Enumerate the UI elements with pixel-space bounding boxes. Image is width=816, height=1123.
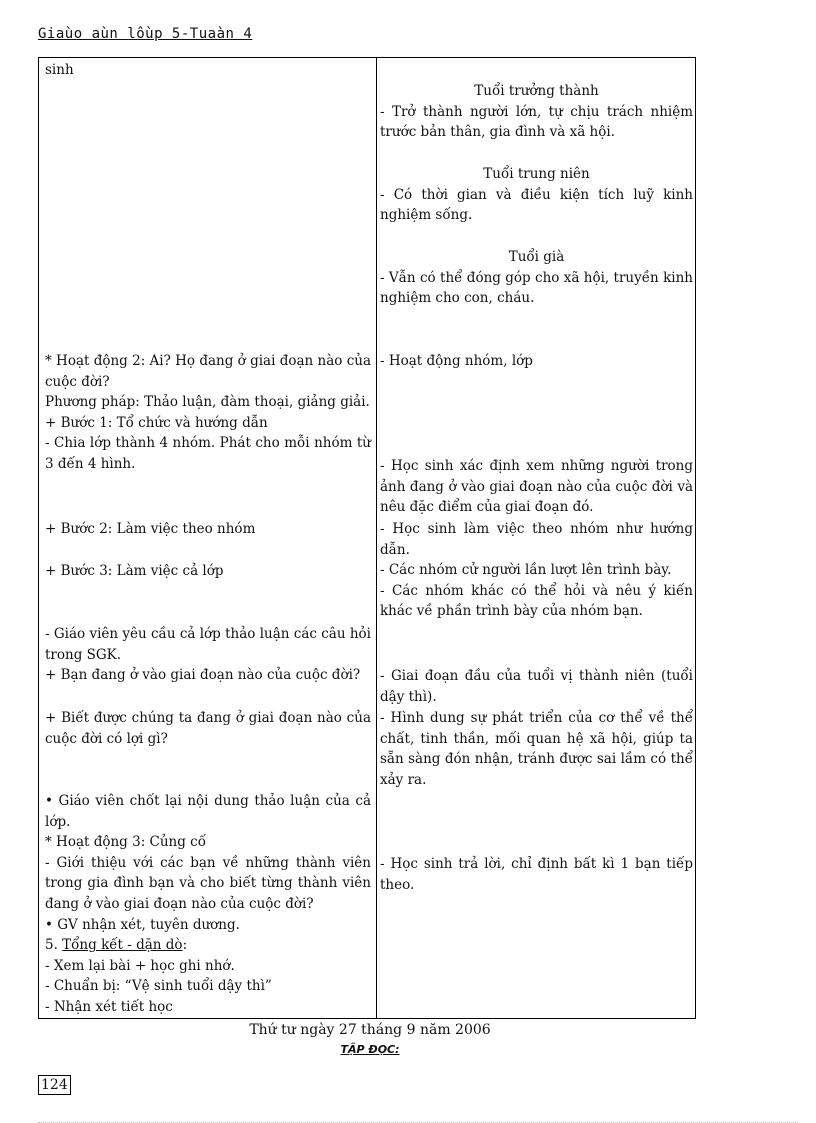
summary-heading (45, 935, 371, 956)
subject-heading: TẬP ĐỌC: (340, 1043, 400, 1056)
discussion-instruction: - Giáo viên yêu cầu cả lớp thảo luận các câu hỏi trong SGK. (45, 626, 371, 663)
activity-2-heading: * Hoạt động 2: Ai? Họ đang ở giai đoạn nào của cuộc đời? (45, 353, 371, 390)
step-1-text: + Bước 1: Tổ chức và hướng dẫn (45, 414, 268, 431)
next-lesson-prep: - Chuẩn bị: “Vệ sinh tuổi dậy thì” (45, 978, 272, 995)
method-text: Phương pháp: Thảo luận, đàm thoại, giảng giải. (45, 394, 370, 411)
activity-3-heading: * Hoạt động 3: Củng cố (45, 834, 207, 851)
question-1: + Bạn đang ở vào giai đoạn nào của cuộc đời? (45, 667, 361, 684)
step-3-text: + Bước 3: Làm việc cả lớp (45, 563, 224, 579)
step-2-text: + Bước 2: Làm việc theo nhóm (45, 521, 256, 537)
family-intro-task: - Giới thiệu với các bạn về những thành viên trong gia đình bạn và cho biết từng thành viên đang ở vào giai đoạn nào của cuộc đời? (45, 854, 371, 912)
student-column (380, 58, 693, 1018)
presentation-text: - Các nhóm cử người lần lượt lên trình bày. (380, 562, 672, 579)
feedback-text: - Các nhóm khác có thể hỏi và nêu ý kiến khác về phần trình bày của nhóm bạn. (380, 582, 693, 620)
homework-review: - Xem lại bài + học ghi nhớ. (45, 957, 235, 974)
stage-old-age-text: - Vẫn có thể đóng góp cho xã hội, truyền kinh nghiệm cho con, cháu. (380, 269, 693, 307)
stage-middle-age-title: Tuổi trung niên (483, 166, 590, 182)
summary-colon: : (182, 937, 188, 954)
question-2: + Biết được chúng ta đang ở giai đoạn nào của cuộc đời có lợi gì? (45, 710, 371, 747)
stage-middle-age-text: - Có thời gian và điều kiện tích luỹ kinh nghiệm sống. (380, 186, 693, 224)
answer-1-text: - Giai đoạn đầu của tuổi vị thành niên (tuổi dậy thì). (380, 668, 693, 705)
group-work-text: - Học sinh làm việc theo nhóm như hướng dẫn. (380, 521, 693, 558)
group-instruction: - Chia lớp thành 4 nhóm. Phát cho mỗi nhóm từ 3 đến 4 hình. (45, 435, 371, 472)
lesson-date: Thứ tư ngày 27 tháng 9 năm 2006 (249, 1022, 491, 1038)
teacher-column (45, 58, 371, 1018)
teacher-conclusion: • Giáo viên chốt lại nội dung thảo luận của cả lớp. (45, 793, 371, 830)
stage-adult-title: Tuổi trưởng thành (474, 83, 599, 99)
stage-adult-text: - Trở thành người lớn, tự chịu trách nhiệm trước bản thân, gia đình và xã hội. (380, 103, 693, 141)
answer-3-text: - Học sinh trả lời, chỉ định bất kì 1 bạn tiếp theo. (380, 856, 693, 893)
lesson-remarks: - Nhận xét tiết học (45, 998, 173, 1015)
stage-old-age-title: Tuổi già (508, 249, 565, 265)
page-header: Giaùo aùn lôùp 5-Tuaàn 4 (38, 26, 253, 42)
identify-stage-text: - Học sinh xác định xem những người trong ảnh đang ở vào giai đoạn nào của cuộc đời và nêu đặc điểm của giai đoạn đó. (380, 458, 693, 516)
answer-2-text: - Hình dung sự phát triển của cơ thể về thể chất, tinh thần, mối quan hệ xã hội, giúp ta sẵn sàng đón nhận, tránh được sai lầm có thể xảy ra. (380, 710, 693, 788)
group-activity-text: - Hoạt động nhóm, lớp (380, 353, 533, 369)
lesson-table (38, 57, 696, 1019)
page-number: 124 (38, 1075, 71, 1095)
column-divider (376, 58, 377, 1018)
summary-number: 5. (45, 937, 63, 954)
summary-title: Tổng kết - dặn dò (62, 937, 183, 954)
teacher-praise: • GV nhận xét, tuyên dương. (45, 916, 240, 933)
continuation-text: sinh (45, 62, 74, 78)
